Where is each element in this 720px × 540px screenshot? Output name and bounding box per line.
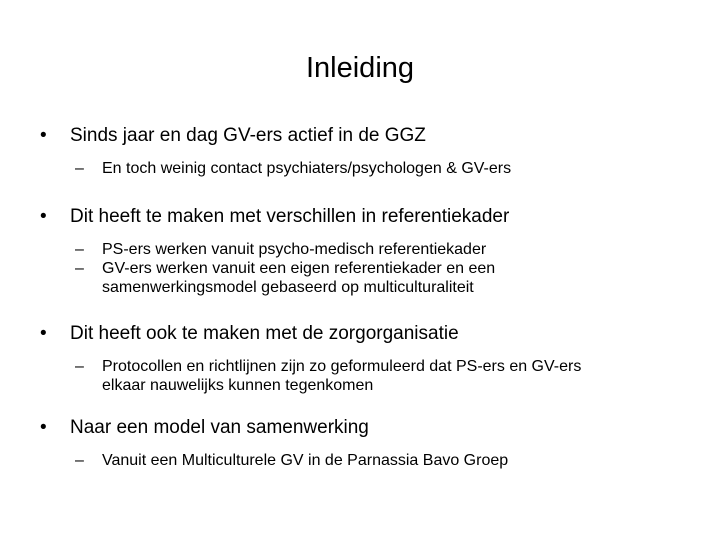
bullet-line [0,125,720,147]
sub-bullet-marker: – [75,452,84,469]
sub-bullet [0,259,720,297]
sub-bullet [0,240,720,259]
bullet-line [0,417,720,439]
bullet-marker: • [40,125,47,146]
bullet-marker: • [40,417,47,438]
sub-bullet-text: Vanuit een Multiculturele GV in de Parnassia Bavo Groep [102,452,509,469]
bullet-marker: • [40,206,47,227]
bullet-line [0,206,720,228]
sub-bullet-marker: – [75,241,84,258]
bullet-item [0,323,720,395]
sub-bullet-marker: – [75,160,84,177]
bullet-item [0,417,720,470]
bullet-text: Sinds jaar en dag GV-ers actief in de GGZ [70,125,426,146]
bullet-text: Dit heeft ook te maken met de zorgorganisatie [70,323,459,344]
bullet-text: Naar een model van samenwerking [70,417,369,438]
sub-bullet-marker: – [75,260,84,277]
sub-bullet [0,159,720,178]
sub-bullet [0,451,720,470]
sub-bullet-text: GV-ers werken vanuit een eigen referentiekader en een [102,260,496,277]
sub-bullet-marker: – [75,358,84,375]
sub-bullet-text-continued: elkaar nauwelijks kunnen tegenkomen [102,377,374,394]
bullet-item [0,206,720,297]
sub-bullet [0,357,720,395]
bullet-marker: • [40,323,47,344]
sub-bullet-text: Protocollen en richtlijnen zijn zo geformuleerd dat PS-ers en GV-ers [102,358,582,375]
sub-bullet-text: En toch weinig contact psychiaters/psychologen & GV-ers [102,160,512,177]
sub-bullet-text: PS-ers werken vanuit psycho-medisch referentiekader [102,241,487,258]
sub-bullet-text-continued: samenwerkingsmodel gebaseerd op multiculturaliteit [102,279,474,296]
bullet-text: Dit heeft te maken met verschillen in referentiekader [70,206,510,227]
slide-title: Inleiding [305,52,415,84]
bullet-item [0,125,720,178]
bullet-line [0,323,720,345]
